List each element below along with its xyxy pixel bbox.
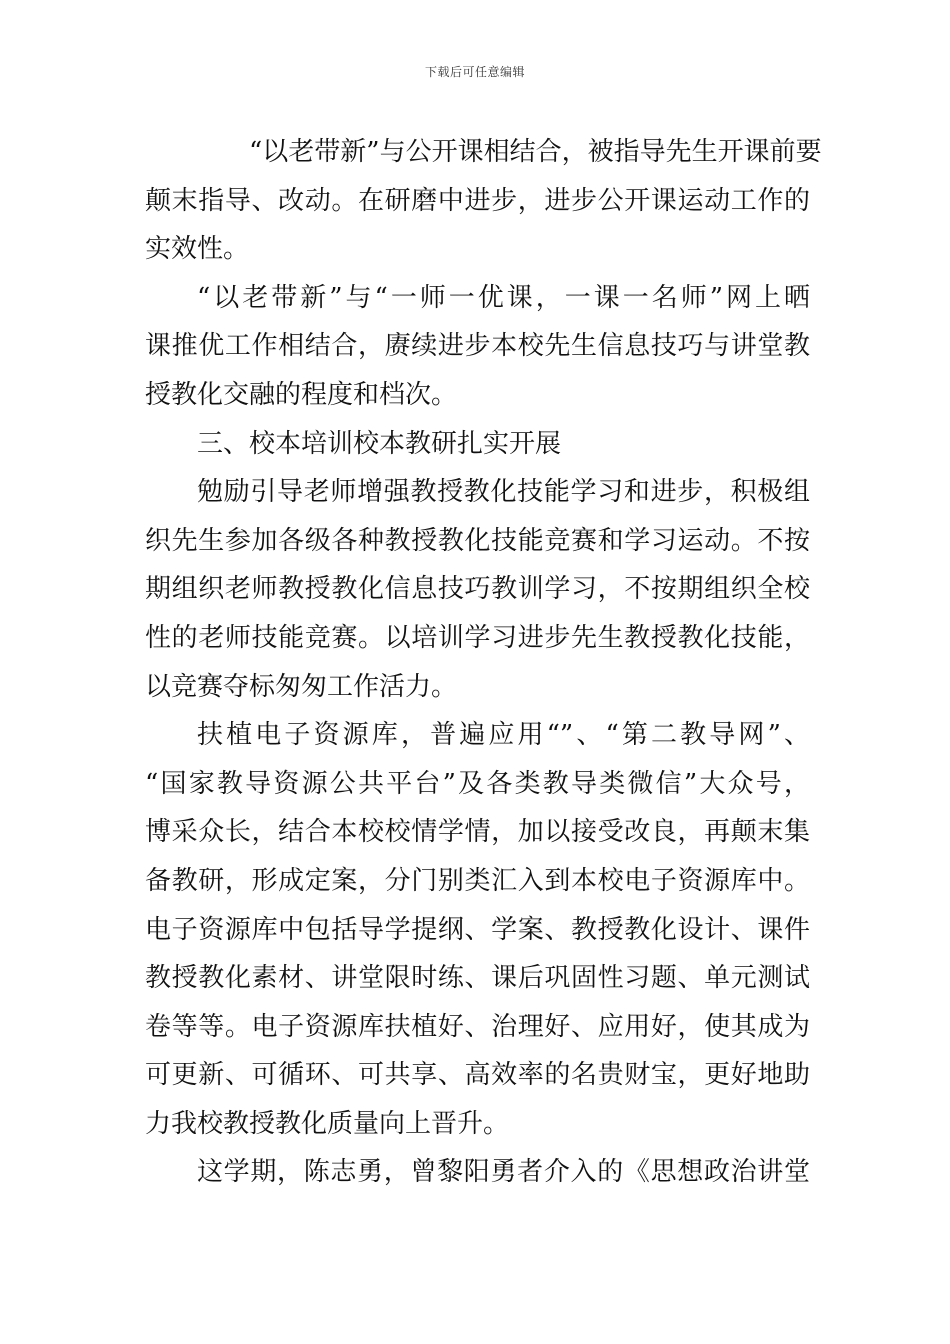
paragraph-line: 可更新、可循环、可共享、高效率的名贵财宝，更好地助 (145, 1060, 810, 1091)
paragraph-1 (145, 128, 822, 274)
paragraph-line: 勉励引导老师增强教授教化技能学习和进步，积极组 (197, 477, 810, 508)
paragraph-line: 期组织老师教授教化信息技巧教训学习，不按期组织全校 (145, 574, 810, 605)
paragraph-line: 颠末指导、改动。在研磨中进步，进步公开课运动工作的 (145, 185, 810, 216)
paragraph-line: 卷等等。电子资源库扶植好、治理好、应用好，使其成为 (145, 1011, 810, 1042)
section-heading (145, 420, 810, 469)
paragraph-2 (145, 274, 810, 420)
paragraph-line: 实效性。 (145, 234, 250, 265)
page-header-note: 下载后可任意编辑 (424, 65, 525, 79)
paragraph-4 (145, 711, 810, 1148)
paragraph-line: “国家教导资源公共平台”及各类教导类微信”大众号， (145, 768, 810, 799)
paragraph-line: 备教研，形成定案，分门别类汇入到本校电子资源库中。 (145, 865, 810, 896)
paragraph-5 (145, 1148, 810, 1197)
paragraph-line: 课推优工作相结合，赓续进步本校先生信息技巧与讲堂教 (145, 331, 810, 362)
section-heading-text: 三、校本培训校本教研扎实开展 (197, 428, 562, 459)
paragraph-line: 以竞赛夺标匆匆工作活力。 (145, 671, 458, 702)
paragraph-line: 博采众长，结合本校校情学情，加以接受改良，再颠末集 (145, 817, 810, 848)
paragraph-line: 性的老师技能竞赛。以培训学习进步先生教授教化技能， (145, 622, 810, 653)
paragraph-line: “以老带新”与公开课相结合，被指导先生开课前要 (249, 137, 822, 167)
paragraph-line: 电子资源库中包括导学提纲、学案、教授教化设计、课件 (145, 914, 810, 945)
paragraph-line: 织先生参加各级各种教授教化技能竞赛和学习运动。不按 (145, 525, 810, 556)
paragraph-line: 力我校教授教化质量向上晋升。 (145, 1108, 510, 1139)
paragraph-line: 授教化交融的程度和档次。 (145, 379, 458, 410)
paragraph-line: 这学期，陈志勇，曾黎阳勇者介入的《思想政治讲堂 (197, 1157, 810, 1188)
document-body (145, 128, 822, 1197)
paragraph-line: 扶植电子资源库，普遍应用“”、“第二教导网”、 (197, 720, 810, 751)
paragraph-line: 教授教化素材、讲堂限时练、课后巩固性习题、单元测试 (145, 963, 810, 994)
paragraph-3 (145, 468, 810, 711)
paragraph-line: “以老带新”与“一师一优课，一课一名师”网上晒 (197, 282, 810, 313)
